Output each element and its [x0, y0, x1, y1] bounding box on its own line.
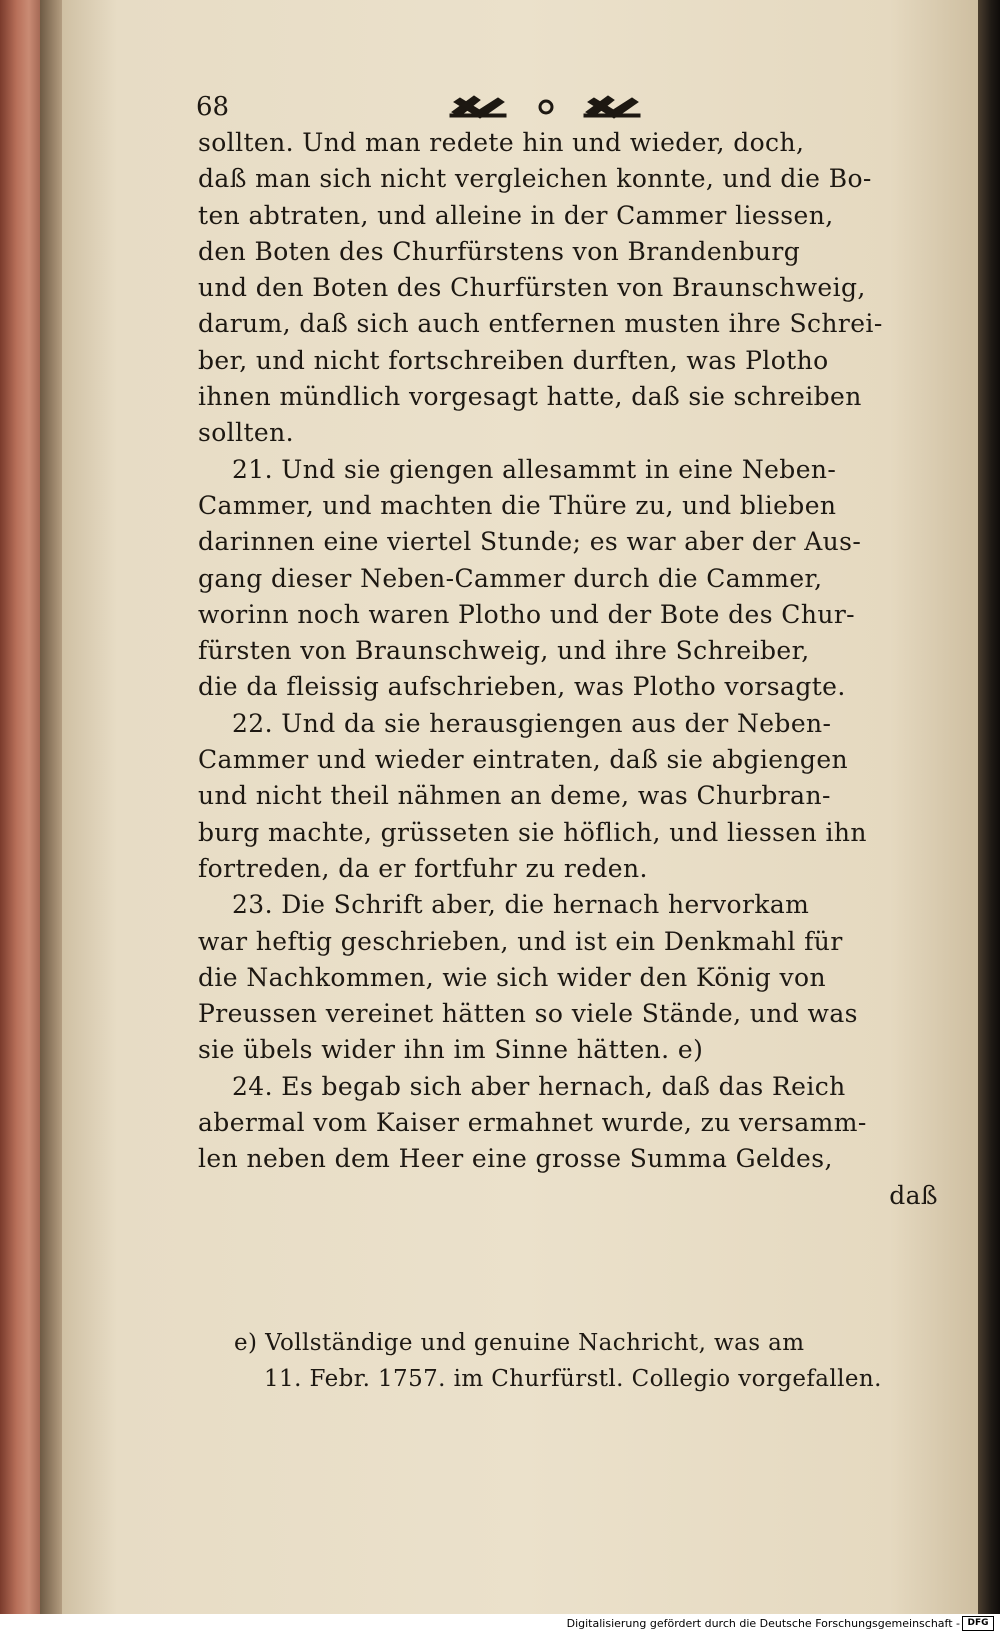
text-line: ihnen mündlich vorgesagt hatte, daß sie schreiben — [198, 382, 862, 412]
catchword: daß — [889, 1180, 938, 1210]
text-line: darinnen eine viertel Stunde; es war aber der Aus- — [198, 527, 862, 557]
paragraph-start-24: 24. Es begab sich aber hernach, daß das Reich — [232, 1071, 846, 1101]
text-line: gang dieser Neben-Cammer durch die Cammer, — [198, 563, 823, 593]
text-line: Cammer, und machten die Thüre zu, und blieben — [198, 490, 837, 520]
text-line: die Nachkommen, wie sich wider den König von — [198, 962, 826, 992]
text-line: len neben dem Heer eine grosse Summa Geldes, — [198, 1144, 833, 1174]
ornament-icon — [446, 90, 646, 122]
text-line: sie übels wider ihn im Sinne hätten. e) — [198, 1035, 704, 1065]
text-line: Preussen vereinet hätten so viele Stände, und was — [198, 999, 858, 1029]
page-number: 68 — [196, 92, 230, 122]
text-line: sollten. Und man redete hin und wieder, doch, — [198, 128, 805, 157]
dfg-logo-icon: DFG — [962, 1616, 994, 1631]
text-line: ten abtraten, und alleine in der Cammer liessen, — [198, 200, 834, 230]
text-line: burg machte, grüsseten sie höflich, und liessen ihn — [198, 817, 867, 847]
paragraph-start-22: 22. Und da sie herausgiengen aus der Neben- — [232, 708, 832, 738]
text-line: den Boten des Churfürstens von Brandenburg — [198, 236, 801, 266]
text-line: die da fleissig aufschrieben, was Plotho vorsagte. — [198, 672, 846, 702]
text-line: worinn noch waren Plotho und der Bote des Chur- — [198, 599, 856, 629]
book-cover-edge — [978, 0, 1000, 1614]
body-text — [198, 125, 938, 1214]
paragraph-start-21: 21. Und sie giengen allesammt in eine Neben- — [232, 454, 837, 484]
text-line: fortreden, da er fortfuhr zu reden. — [198, 853, 648, 883]
text-line: darum, daß sich auch entfernen musten ihre Schrei- — [198, 309, 883, 339]
text-line: ber, und nicht fortschreiben durften, was Plotho — [198, 345, 829, 375]
text-line: und nicht theil nähmen an deme, was Churbran- — [198, 781, 831, 811]
page-header — [196, 90, 938, 126]
text-line: daß man sich nicht vergleichen konnte, und die Bo- — [198, 164, 872, 194]
text-line: und den Boten des Churfürsten von Braunschweig, — [198, 273, 866, 303]
footnote-line: e) Vollständige und genuine Nachricht, was am — [234, 1330, 805, 1356]
text-line: abermal vom Kaiser ermahnet wurde, zu versamm- — [198, 1108, 867, 1138]
footnote-line: 11. Febr. 1757. im Churfürstl. Collegio vorgefallen. — [264, 1366, 882, 1392]
text-line: sollten. — [198, 418, 294, 448]
footnote — [234, 1325, 934, 1397]
text-line: war heftig geschrieben, und ist ein Denkmahl für — [198, 926, 843, 956]
paragraph-start-23: 23. Die Schrift aber, die hernach hervorkam — [232, 890, 810, 920]
funding-credit: Digitalisierung gefördert durch die Deutsche Forschungsgemeinschaft - — [566, 1617, 960, 1630]
text-line: fürsten von Braunschweig, und ihre Schreiber, — [198, 636, 810, 666]
text-line: Cammer und wieder eintraten, daß sie abgiengen — [198, 745, 849, 775]
